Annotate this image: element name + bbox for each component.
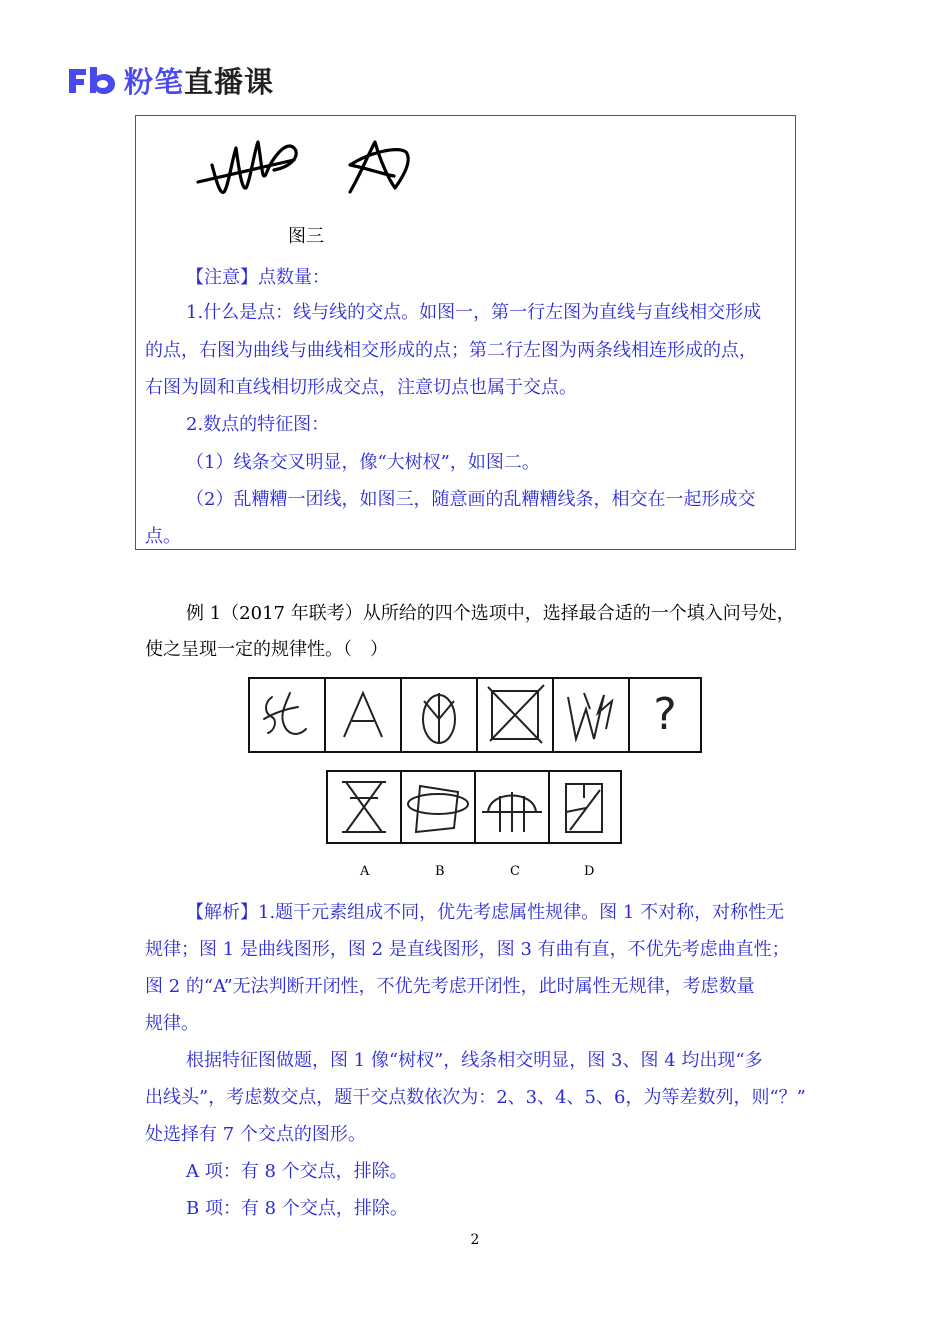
page-number: 2 xyxy=(470,1232,480,1248)
stem-figure-1 xyxy=(248,677,326,753)
brand-text: 粉笔 xyxy=(124,64,185,99)
analysis-text-1: 1.题干元素组成不同，优先考虑属性规律。图 1 不对称，对称性无 xyxy=(258,902,785,923)
analysis-para2-line-2: 出线头”，考虑数交点，题干交点数依次为：2、3、4、5、6，为等差数列，则“？” xyxy=(145,1087,806,1108)
stem-figure-5 xyxy=(552,677,630,753)
option-label-c: C xyxy=(510,864,520,879)
note-line-2: 的点，右图为曲线与曲线相交形成的点；第二行左图为两条线相连形成的点， xyxy=(145,340,757,361)
fb-logo-icon xyxy=(66,65,118,95)
note-line-1: 1.什么是点：线与线的交点。如图一，第一行左图为直线与直线相交形成 xyxy=(186,302,762,323)
note-line-3: 右图为圆和直线相切形成交点，注意切点也属于交点。 xyxy=(145,377,577,398)
note-line-4: 2.数点的特征图： xyxy=(186,414,330,435)
ellipse-trapezoid-figure-icon xyxy=(402,772,474,842)
squiggle-figure-icon xyxy=(250,679,324,751)
hourglass-figure-icon xyxy=(328,772,400,842)
note-line-5: （1）线条交叉明显，像“大树杈”，如图二。 xyxy=(186,452,540,473)
scribble-shape-right xyxy=(350,142,408,192)
oval-arrow-figure-icon xyxy=(402,679,476,751)
stem-figure-3 xyxy=(400,677,478,753)
zigzag-w-figure-icon xyxy=(554,679,628,751)
stem-figure-2 xyxy=(324,677,402,753)
stem-figure-4 xyxy=(476,677,554,753)
option-figure-b[interactable] xyxy=(400,770,476,844)
note-title: 【注意】点数量： xyxy=(186,267,330,288)
analysis-line-3: 图 2 的“A”无法判断开闭性，不优先考虑开闭性，此时属性无规律，考虑数量 xyxy=(145,976,755,997)
analysis-line-4: 规律。 xyxy=(145,1013,199,1034)
option-label-b: B xyxy=(435,864,445,879)
scribble-curve-left xyxy=(212,142,296,192)
option-figure-c[interactable] xyxy=(474,770,550,844)
brand-name xyxy=(124,60,274,101)
brand-logo xyxy=(66,60,274,100)
analysis-line-1 xyxy=(186,898,784,924)
analysis-para2-line-3: 处选择有 7 个交点的图形。 xyxy=(145,1124,366,1145)
analysis-tag: 【解析】 xyxy=(186,902,258,923)
figure-caption: 图三 xyxy=(288,226,324,247)
analysis-para2-line-1: 根据特征图做题，图 1 像“树杈”，线条相交明显，图 3、图 4 均出现“多 xyxy=(186,1050,763,1071)
figure-three-scribbles xyxy=(190,130,430,205)
note-line-7: 点。 xyxy=(145,526,181,547)
option-label-d: D xyxy=(584,864,595,879)
question-line-2: 使之呈现一定的规律性。（ ） xyxy=(145,639,388,660)
question-mark: ? xyxy=(653,689,677,740)
analysis-line-2: 规律；图 1 是曲线图形，图 2 是直线图形，图 3 有曲有直，不优先考虑曲直性； xyxy=(145,939,790,960)
note-line-6: （2）乱糟糟一团线，如图三，随意画的乱糟糟线条，相交在一起形成交 xyxy=(186,489,756,510)
option-figure-d[interactable] xyxy=(548,770,622,844)
stem-figure-question xyxy=(628,677,702,753)
rectangle-lines-figure-icon xyxy=(550,772,620,842)
option-label-a: A xyxy=(360,864,370,879)
letter-a-figure-icon xyxy=(326,679,400,751)
option-figure-a[interactable] xyxy=(326,770,402,844)
analysis-option-b: B 项：有 8 个交点，排除。 xyxy=(186,1198,408,1219)
analysis-option-a: A 项：有 8 个交点，排除。 xyxy=(186,1161,408,1182)
crossed-square-figure-icon xyxy=(478,679,552,751)
dome-lines-figure-icon xyxy=(476,772,548,842)
question-line-1: 例 1（2017 年联考）从所给的四个选项中，选择最合适的一个填入问号处， xyxy=(186,603,795,624)
product-text: 直播课 xyxy=(184,64,275,99)
